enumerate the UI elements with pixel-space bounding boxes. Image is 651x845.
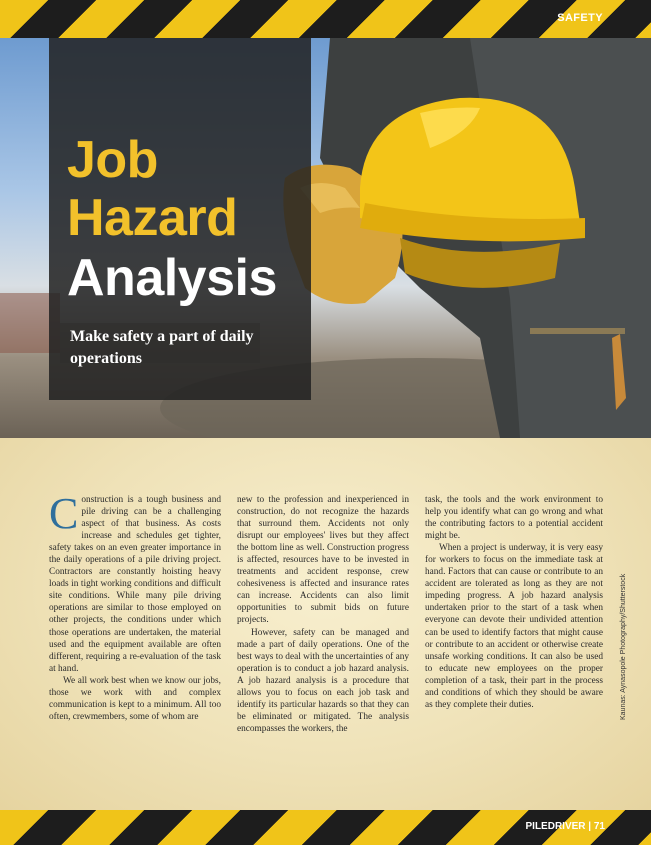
paragraph: task, the tools and the work environment to help you identify what can go wrong and what the contributing factors to a potential accident might be. — [425, 495, 603, 542]
article-column-1 — [49, 489, 221, 723]
photo-credit: Kaunas: Aynasopole Photography/Shutterstock — [620, 573, 627, 720]
article-column-3 — [425, 494, 603, 711]
paragraph-text: onstruction is a tough business and pile driving can be a challenging aspect of that business. As costs increase and schedules get tighter, safety takes on an even greater importance in the daily operations of a pile driving project. Contractors are constantly hoisting heavy loads in tight working conditions and difficult site conditions. While many pile driving operations are similar to those employed on other projects, the conditions under which those operations are undertaken, the material used and the equipment available are often different, requiring a re-evaluation of the task at hand. — [49, 495, 221, 674]
title-line-hazard: Hazard — [67, 189, 238, 247]
drop-cap: C — [49, 489, 79, 538]
paragraph: new to the profession and inexperienced in construction, do not recognize the hazards that surround them. Accidents not only disrupt our employees' lives but they affect the bottom line as well. Construction progress is affected, resources have to be invested in treatments and accident response, crew cohesiveness is affected and insurance rates can increase. Accidents can also limit opportunities to submit bids on future projects. — [237, 495, 409, 626]
section-label: SAFETY — [557, 12, 603, 24]
article-column-2 — [237, 494, 409, 735]
article-subtitle: Make safety a part of daily operations — [70, 328, 254, 367]
title-line-job: Job — [67, 131, 158, 189]
paragraph: We all work best when we know our jobs, those we work with and complex communication is kept to a minimum. All too often, crewmembers, some of whom are — [49, 675, 221, 722]
paragraph — [49, 489, 221, 675]
paragraph: When a project is underway, it is very easy for workers to focus on the immediate task at hand. Factors that can cause or contribute to an accident are tolerated as long as they are not impeding progress. A job hazard analysis undertaken prior to the start of a task when everyone can devote their undivided attention can be used to identify factors that might cause or contribute to an accident or otherwise create unsafe working conditions. It can also be used to educate new employees on the proper completion of a task, their part in the process and conditions of which they should be aware as they complete their duties. — [425, 543, 603, 710]
page-footer: PILEDRIVER | 71 — [525, 821, 605, 832]
title-panel — [49, 38, 311, 400]
paragraph: However, safety can be managed and made a part of daily operations. One of the best ways to deal with the uncertainties of any operation is to conduct a job hazard analysis. A job hazard analysis is a procedure that allows you to focus on each job task and identify its particular hazards so that they can be eliminated or mitigated. The analysis encompasses the workers, the — [237, 627, 409, 734]
hazard-stripe-top — [0, 0, 651, 38]
title-line-analysis: Analysis — [67, 249, 277, 307]
